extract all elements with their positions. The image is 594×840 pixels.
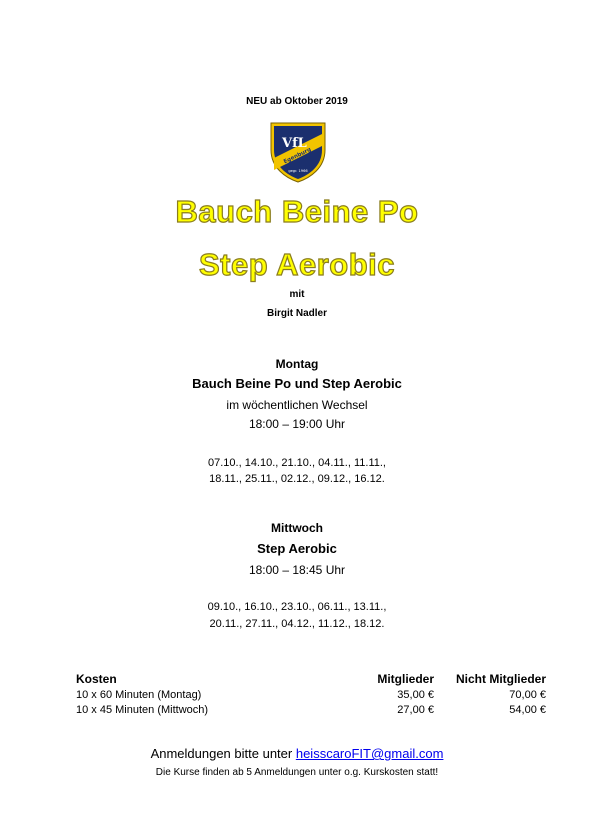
title-line-2: Step Aerobic: [198, 247, 396, 282]
costs-row-2-members: 27,00 €: [397, 704, 434, 716]
wednesday-time: 18:00 – 18:45 Uhr: [248, 563, 346, 577]
monday-note: im wöchentlichen Wechsel: [226, 398, 368, 412]
minimum-signup-note: Die Kurse finden ab 5 Anmeldungen unter o.g. Kurskosten statt!: [155, 767, 439, 778]
logo-sub-text: gegr. 1966: [288, 169, 308, 173]
wednesday-dates-2: 20.11., 27.11., 04.12., 11.12., 18.12.: [209, 618, 385, 630]
costs-row-2-label: 10 x 45 Minuten (Mittwoch): [76, 704, 209, 716]
monday-dates-2: 18.11., 25.11., 02.12., 09.12., 16.12.: [209, 473, 385, 485]
title-line-1: Bauch Beine Po: [175, 194, 419, 229]
logo-band-text: Egenburg: [282, 146, 313, 166]
club-logo: [268, 120, 328, 184]
costs-row-2-nonmembers: 54,00 €: [509, 704, 546, 716]
costs-row-1-nonmembers: 70,00 €: [509, 689, 546, 701]
signup-prefix: Anmeldungen bitte unter: [150, 746, 293, 761]
logo-initials: VfL: [282, 136, 307, 151]
monday-course: Bauch Beine Po und Step Aerobic: [192, 376, 402, 391]
costs-heading: Kosten: [76, 672, 117, 686]
wednesday-dates-1: 09.10., 16.10., 23.10., 06.11., 13.11.,: [207, 601, 387, 613]
monday-time: 18:00 – 19:00 Uhr: [248, 417, 346, 431]
costs-row-1-label: 10 x 60 Minuten (Montag): [76, 689, 202, 701]
costs-row-1-members: 35,00 €: [397, 689, 434, 701]
tagline: NEU ab Oktober 2019: [246, 96, 348, 107]
signup-email-link[interactable]: heisscaroFIT@gmail.com: [295, 746, 444, 761]
costs-col-nonmembers: Nicht Mitglieder: [455, 672, 546, 686]
wednesday-course: Step Aerobic: [257, 541, 337, 556]
trainer-name: Birgit Nadler: [266, 308, 327, 319]
trainer-mit: mit: [289, 289, 305, 300]
monday-dates-1: 07.10., 14.10., 21.10., 04.11., 11.11.,: [208, 457, 386, 469]
monday-day: Montag: [275, 357, 319, 371]
wednesday-day: Mittwoch: [271, 521, 323, 535]
costs-col-members: Mitglieder: [377, 672, 434, 686]
signup-line: [0, 746, 594, 761]
